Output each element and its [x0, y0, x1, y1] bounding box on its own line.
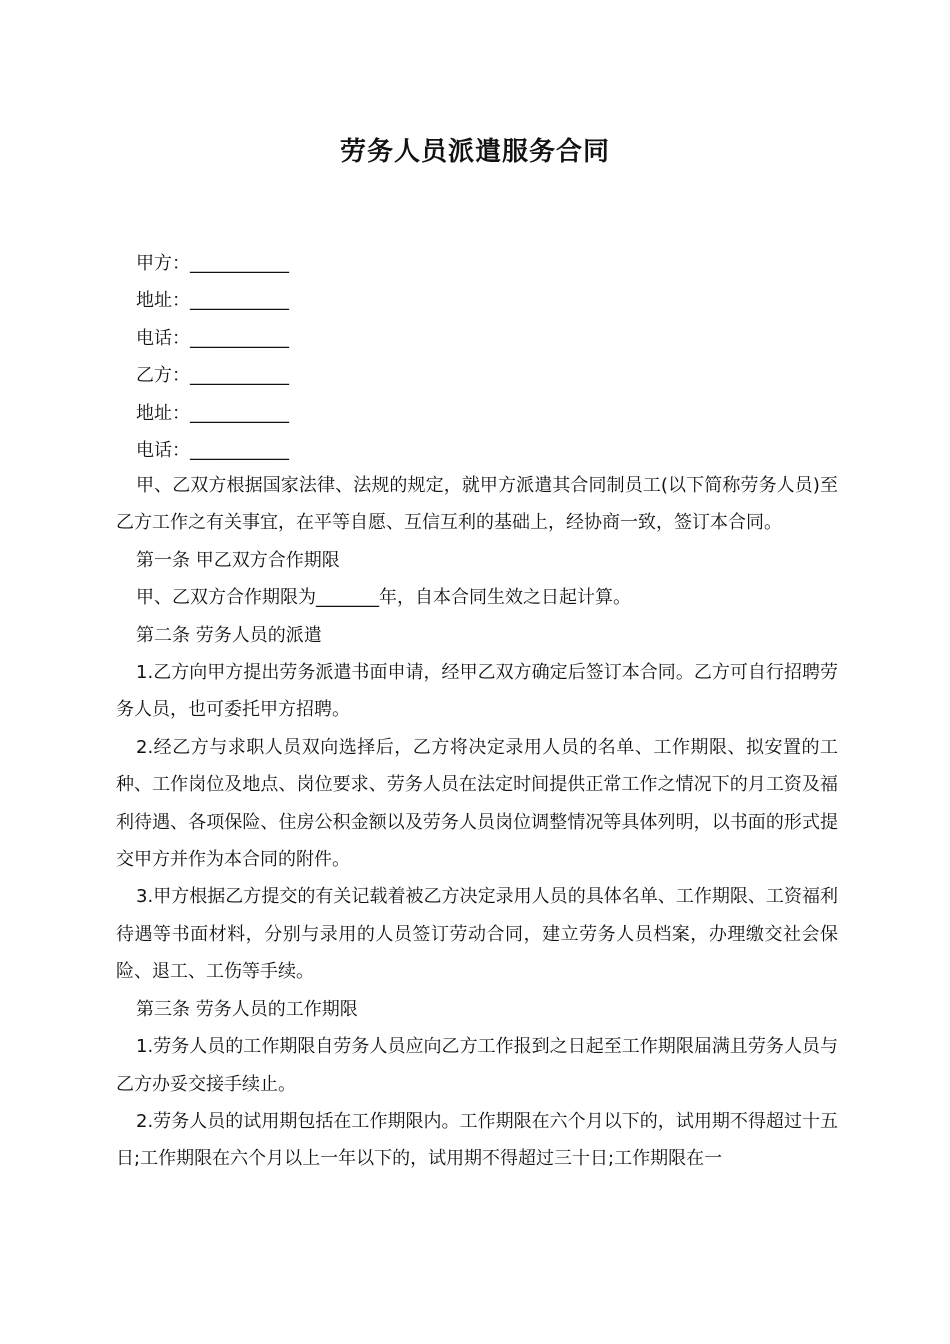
article-3-heading: 第三条 劳务人员的工作期限 — [136, 998, 358, 1020]
field-blank: ___________ — [190, 365, 289, 387]
field-label: 甲方： — [136, 253, 190, 274]
article-3-clause-2: 2.劳务人员的试用期包括在工作期限内。工作期限在六个月以下的，试用期不得超过十五日;工作期限在六个月以上一年以下的，试用期不得超过三十日;工作期限在一 — [116, 1110, 838, 1170]
field-blank: ___________ — [190, 402, 289, 424]
field-label: 乙方： — [136, 365, 190, 387]
party-a-phone-field — [136, 324, 536, 361]
article-1-paragraph: 甲、乙双方合作期限为_______年，自本合同生效之日起计算。 — [136, 587, 631, 609]
field-label: 地址： — [136, 290, 190, 312]
article-1-heading: 第一条 甲乙双方合作期限 — [136, 549, 340, 571]
field-label: 电话： — [136, 439, 190, 461]
field-blank: ___________ — [190, 253, 289, 274]
field-label: 地址： — [136, 402, 190, 424]
article-2-clause-3: 3.甲方根据乙方提交的有关记载着被乙方决定录用人员的具体名单、工作期限、工资福利待遇等书面材料，分别与录用的人员签订劳动合同，建立劳务人员档案，办理缴交社会保险、退工、工伤等手续。 — [116, 886, 838, 983]
party-fields — [136, 249, 536, 473]
party-b-name-field — [136, 361, 536, 398]
article-2-clause-1: 1.乙方向甲方提出劳务派遣书面申请，经甲乙双方确定后签订本合同。乙方可自行招聘劳务人员，也可委托甲方招聘。 — [116, 662, 838, 721]
field-blank: ___________ — [190, 290, 289, 312]
field-blank: ___________ — [190, 327, 289, 349]
article-2-clause-2: 2.经乙方与求职人员双向选择后，乙方将决定录用人员的名单、工作期限、拟安置的工种、工作岗位及地点、岗位要求、劳务人员在法定时间提供正常工作之情况下的月工资及福利待遇、各项保险、住房公积金额以及劳务人员岗位调整情况等具体列明，以书面的形式提交甲方并作为本合同的附件。 — [116, 736, 838, 871]
article-3-clause-1: 1.劳务人员的工作期限自劳务人员应向乙方工作报到之日起至工作期限届满且劳务人员与乙方办妥交接手续止。 — [116, 1036, 838, 1095]
preamble-paragraph: 甲、乙双方根据国家法律、法规的规定，就甲方派遣其合同制员工(以下简称劳务人员)至乙方工作之有关事宜，在平等自愿、互信互利的基础上，经协商一致，签订本合同。 — [116, 475, 838, 534]
article-2-heading: 第二条 劳务人员的派遣 — [136, 624, 322, 646]
document-title: 劳务人员派遣服务合同 — [339, 137, 610, 167]
field-label: 电话： — [136, 327, 190, 349]
field-blank: ___________ — [190, 439, 289, 461]
party-b-address-field — [136, 399, 536, 436]
contract-body — [116, 467, 838, 1178]
party-a-name-field — [136, 249, 536, 286]
party-a-address-field — [136, 286, 536, 323]
